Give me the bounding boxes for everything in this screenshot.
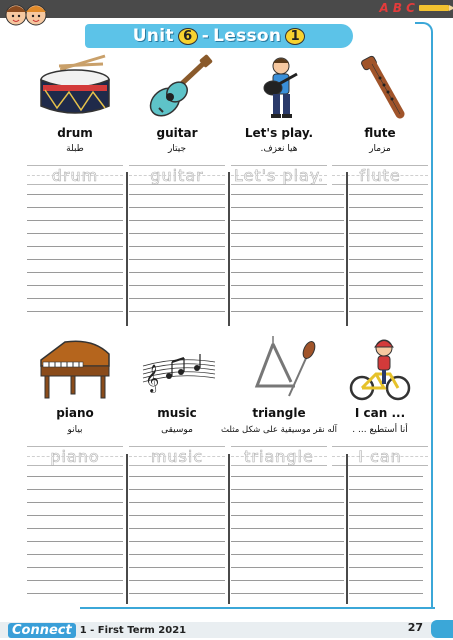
column-divider bbox=[346, 172, 348, 326]
writing-line[interactable] bbox=[129, 246, 225, 247]
writing-line[interactable] bbox=[349, 567, 423, 568]
arabic-music: موسيقى bbox=[161, 425, 193, 435]
writing-line[interactable] bbox=[129, 593, 225, 594]
writing-line[interactable] bbox=[231, 233, 344, 234]
word-flute: flute bbox=[364, 126, 396, 140]
footer-text: 1 - First Term 2021 bbox=[79, 624, 187, 636]
writing-line[interactable] bbox=[129, 285, 225, 286]
banner-text bbox=[133, 26, 306, 46]
writing-line[interactable] bbox=[129, 259, 225, 260]
page-number: 27 bbox=[407, 621, 423, 634]
writing-line[interactable] bbox=[231, 285, 344, 286]
writing-line[interactable] bbox=[349, 489, 423, 490]
kids-faces-icon bbox=[2, 0, 50, 30]
writing-line[interactable] bbox=[231, 298, 344, 299]
writing-line[interactable] bbox=[231, 476, 344, 477]
word-i-can: I can ... bbox=[354, 406, 406, 420]
guitar-icon bbox=[127, 52, 227, 124]
writing-line[interactable] bbox=[231, 259, 344, 260]
writing-line[interactable] bbox=[129, 489, 225, 490]
pencil-icon bbox=[419, 5, 449, 11]
column-divider bbox=[126, 454, 128, 604]
writing-line[interactable] bbox=[231, 554, 344, 555]
writing-line[interactable] bbox=[349, 285, 423, 286]
writing-line[interactable] bbox=[129, 515, 225, 516]
writing-line[interactable] bbox=[27, 567, 123, 568]
writing-line[interactable] bbox=[27, 298, 123, 299]
trace-piano[interactable] bbox=[27, 446, 123, 466]
unit-label: Unit bbox=[132, 26, 174, 46]
writing-line[interactable] bbox=[231, 580, 344, 581]
unit-lesson-banner bbox=[85, 24, 353, 48]
writing-line[interactable] bbox=[27, 311, 123, 312]
writing-line[interactable] bbox=[129, 298, 225, 299]
writing-line[interactable] bbox=[349, 311, 423, 312]
writing-line[interactable] bbox=[27, 207, 123, 208]
writing-line[interactable] bbox=[27, 476, 123, 477]
writing-line[interactable] bbox=[349, 593, 423, 594]
writing-line[interactable] bbox=[231, 515, 344, 516]
writing-line[interactable] bbox=[231, 246, 344, 247]
writing-line[interactable] bbox=[129, 311, 225, 312]
trace-text-music: music bbox=[150, 446, 204, 466]
boy-on-bicycle-icon bbox=[330, 334, 430, 406]
writing-line[interactable] bbox=[129, 207, 225, 208]
writing-line[interactable] bbox=[129, 567, 225, 568]
writing-line[interactable] bbox=[27, 246, 123, 247]
writing-line[interactable] bbox=[27, 259, 123, 260]
writing-line[interactable] bbox=[349, 272, 423, 273]
writing-line[interactable] bbox=[27, 285, 123, 286]
writing-line[interactable] bbox=[231, 194, 344, 195]
drum-icon bbox=[25, 52, 125, 124]
word-piano: piano bbox=[56, 406, 94, 420]
lesson-label: Lesson bbox=[213, 26, 282, 46]
trace-text-lets-play: Let's play. bbox=[233, 165, 325, 185]
writing-line[interactable] bbox=[27, 489, 123, 490]
trace-text-flute: flute bbox=[359, 165, 401, 185]
triangle-instrument-icon bbox=[229, 334, 329, 406]
word-drum: drum bbox=[57, 126, 93, 140]
writing-line[interactable] bbox=[349, 580, 423, 581]
arabic-i-can: أنا أستطيع ... . bbox=[352, 425, 408, 435]
writing-line[interactable] bbox=[231, 593, 344, 594]
writing-line[interactable] bbox=[349, 233, 423, 234]
arabic-lets-play: هيا نعزف. bbox=[260, 144, 298, 154]
writing-line[interactable] bbox=[27, 580, 123, 581]
trace-drum[interactable] bbox=[27, 165, 123, 185]
writing-line[interactable] bbox=[129, 554, 225, 555]
arabic-drum: طبلة bbox=[66, 144, 84, 154]
lesson-number-badge: 1 bbox=[285, 28, 305, 45]
writing-line[interactable] bbox=[349, 207, 423, 208]
writing-line[interactable] bbox=[349, 502, 423, 503]
writing-line[interactable] bbox=[27, 194, 123, 195]
writing-line[interactable] bbox=[129, 233, 225, 234]
abc-text: A B C bbox=[379, 1, 415, 15]
writing-line[interactable] bbox=[231, 220, 344, 221]
writing-line[interactable] bbox=[231, 272, 344, 273]
trace-lets-play[interactable] bbox=[231, 165, 327, 185]
writing-line[interactable] bbox=[349, 259, 423, 260]
writing-line[interactable] bbox=[231, 311, 344, 312]
writing-line[interactable] bbox=[349, 515, 423, 516]
page-tab bbox=[431, 620, 453, 638]
word-lets-play: Let's play. bbox=[244, 126, 314, 140]
writing-line[interactable] bbox=[349, 246, 423, 247]
writing-line[interactable] bbox=[231, 567, 344, 568]
writing-line[interactable] bbox=[231, 489, 344, 490]
writing-line[interactable] bbox=[129, 580, 225, 581]
writing-line[interactable] bbox=[129, 220, 225, 221]
trace-text-triangle: triangle bbox=[244, 446, 314, 466]
connect-logo: Connect bbox=[8, 623, 76, 638]
piano-icon bbox=[25, 334, 125, 406]
trace-guitar[interactable] bbox=[129, 165, 225, 185]
column-divider bbox=[346, 454, 348, 604]
writing-line[interactable] bbox=[27, 593, 123, 594]
trace-triangle[interactable] bbox=[231, 446, 327, 466]
column-divider bbox=[228, 172, 230, 326]
writing-line[interactable] bbox=[129, 541, 225, 542]
arabic-triangle: آله نقر موسيقية على شكل مثلث bbox=[221, 425, 337, 435]
writing-line[interactable] bbox=[27, 528, 123, 529]
writing-line[interactable] bbox=[129, 272, 225, 273]
writing-line[interactable] bbox=[349, 194, 423, 195]
writing-line[interactable] bbox=[27, 515, 123, 516]
word-music: music bbox=[157, 406, 197, 420]
word-guitar: guitar bbox=[156, 126, 198, 140]
page-border-bottom bbox=[80, 607, 435, 609]
dash: - bbox=[201, 26, 210, 46]
writing-line[interactable] bbox=[27, 233, 123, 234]
writing-line[interactable] bbox=[231, 207, 344, 208]
trace-text-i-can: I can bbox=[358, 446, 402, 466]
svg-text:𝄞: 𝄞 bbox=[145, 364, 160, 392]
column-divider bbox=[228, 454, 230, 604]
writing-line[interactable] bbox=[27, 554, 123, 555]
trace-text-guitar: guitar bbox=[150, 165, 204, 185]
writing-line[interactable] bbox=[231, 502, 344, 503]
writing-line[interactable] bbox=[129, 528, 225, 529]
arabic-guitar: جيتار bbox=[167, 144, 187, 154]
trace-music[interactable] bbox=[129, 446, 225, 466]
flute-icon bbox=[330, 52, 430, 124]
arabic-piano: بيانو bbox=[67, 425, 83, 435]
writing-line[interactable] bbox=[349, 528, 423, 529]
writing-line[interactable] bbox=[27, 541, 123, 542]
abc-logo bbox=[379, 0, 449, 16]
column-divider bbox=[126, 172, 128, 326]
music-notes-icon bbox=[127, 334, 227, 406]
unit-number-badge: 6 bbox=[178, 28, 198, 45]
writing-line[interactable] bbox=[129, 502, 225, 503]
trace-text-piano: piano bbox=[50, 446, 100, 466]
writing-line[interactable] bbox=[231, 528, 344, 529]
writing-line[interactable] bbox=[349, 298, 423, 299]
arabic-flute: مزمار bbox=[369, 144, 391, 154]
footer bbox=[0, 612, 453, 640]
trace-text-drum: drum bbox=[51, 165, 99, 185]
writing-line[interactable] bbox=[27, 502, 123, 503]
word-triangle: triangle bbox=[252, 406, 306, 420]
writing-line[interactable] bbox=[349, 554, 423, 555]
writing-line[interactable] bbox=[27, 272, 123, 273]
footer-brand bbox=[8, 620, 186, 640]
writing-line[interactable] bbox=[349, 476, 423, 477]
writing-line[interactable] bbox=[27, 220, 123, 221]
page-border-right bbox=[431, 32, 433, 607]
boy-playing-guitar-icon bbox=[229, 52, 329, 124]
writing-line[interactable] bbox=[129, 476, 225, 477]
writing-line[interactable] bbox=[349, 220, 423, 221]
writing-line[interactable] bbox=[231, 541, 344, 542]
writing-line[interactable] bbox=[129, 194, 225, 195]
writing-line[interactable] bbox=[349, 541, 423, 542]
